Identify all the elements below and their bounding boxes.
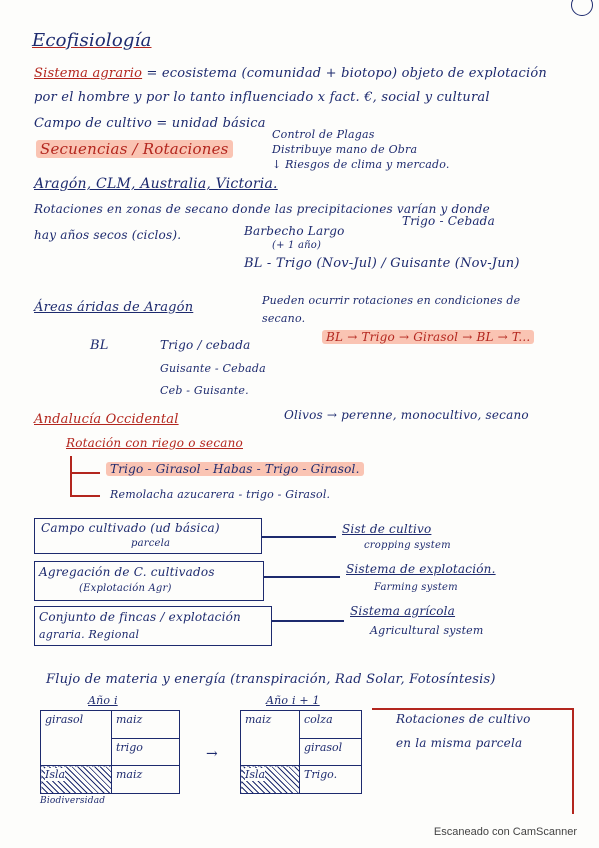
aragon-row-2: Guisante - Cebada xyxy=(160,362,266,375)
sistema-agrario-term: Sistema agrario xyxy=(34,66,143,81)
flujo-line: Flujo de materia y energía (transpiración, Rad Solar, Fotosíntesis) xyxy=(46,672,496,687)
trigo-cebada: Trigo - Cebada xyxy=(402,214,495,228)
rotation-note-1: Rotaciones de cultivo xyxy=(396,712,531,726)
note-bracket-side xyxy=(572,708,574,814)
hierarchy-en-2: Farming system xyxy=(374,582,458,593)
year-i1-isla-text: Isla xyxy=(245,768,266,782)
secuencias-heading: Secuencias / Rotaciones xyxy=(36,140,233,158)
hierarchy-box-2-label: Agregación de C. cultivados xyxy=(39,565,215,579)
year-i-isla xyxy=(41,766,112,794)
biodiversidad-label: Biodiversidad xyxy=(40,796,106,806)
hierarchy-en-3: Agricultural system xyxy=(370,624,484,637)
year-i-trigo: trigo xyxy=(112,738,180,766)
factor-3: ↓ Riesgos de clima y mercado. xyxy=(272,158,450,171)
year-i-grid xyxy=(40,710,180,794)
barbecho-sub: (+ 1 año) xyxy=(272,240,322,251)
year-i1-girasol: girasol xyxy=(300,738,362,766)
bracket-vertical xyxy=(70,456,72,496)
hierarchy-es-1: Sist de cultivo xyxy=(342,522,432,536)
definition-line-1 xyxy=(34,66,547,81)
year-i-isla-text: Isla xyxy=(45,768,66,782)
sequence-1: Trigo - Girasol - Habas - Trigo - Girasol. xyxy=(106,462,364,476)
hierarchy-link-3 xyxy=(272,620,344,622)
hierarchy-link-2 xyxy=(264,576,340,578)
definition-line-2: por el hombre y por lo tanto influenciado x fact. €, social y cultural xyxy=(34,90,490,105)
sistema-agrario-definition: = ecosistema (comunidad + biotopo) objeto de explotación xyxy=(146,66,547,81)
hierarchy-box-2 xyxy=(34,561,264,601)
rotacion-riego: Rotación con riego o secano xyxy=(66,436,243,450)
factor-1: Control de Plagas xyxy=(272,128,375,141)
aragon-heading xyxy=(34,300,193,315)
hierarchy-es-3: Sistema agrícola xyxy=(350,604,456,618)
hierarchy-box-2-sub: (Explotación Agr) xyxy=(79,583,172,594)
hierarchy-box-1-label: Campo cultivado (ud básica) xyxy=(41,521,220,535)
year-i1-isla xyxy=(241,766,300,794)
bracket-bottom xyxy=(70,495,100,497)
hierarchy-box-1 xyxy=(34,518,262,554)
aragon-bl: BL xyxy=(90,338,109,353)
rotation-note-2: en la misma parcela xyxy=(396,736,523,750)
page-number-circle xyxy=(571,0,593,16)
year-i1-trigo: Trigo. xyxy=(300,766,362,794)
hierarchy-en-1: cropping system xyxy=(364,540,451,551)
olivos-line: Olivos → perenne, monocultivo, secano xyxy=(284,408,529,422)
year-i-girasol: girasol xyxy=(41,711,112,766)
bl-line: BL - Trigo (Nov-Jul) / Guisante (Nov-Jun) xyxy=(244,256,520,271)
definition-line-3: Campo de cultivo = unidad básica xyxy=(34,116,266,131)
regions-line: Aragón, CLM, Australia, Victoria. xyxy=(34,176,278,192)
factor-2: Distribuye mano de Obra xyxy=(272,143,418,156)
year-i1-grid xyxy=(240,710,362,794)
bracket-top xyxy=(70,472,100,474)
sequence-2: Remolacha azucarera - trigo - Girasol. xyxy=(110,488,331,501)
rotation-line-2: hay años secos (ciclos). xyxy=(34,228,182,242)
hierarchy-es-2: Sistema de explotación. xyxy=(346,562,496,576)
page-title: Ecofisiología xyxy=(32,30,152,51)
aragon-note-1: Pueden ocurrir rotaciones en condiciones de xyxy=(262,294,521,307)
aragon-sequence: BL → Trigo → Girasol → BL → T... xyxy=(322,330,534,344)
hierarchy-link-1 xyxy=(262,536,336,538)
hierarchy-box-1-sub: parcela xyxy=(131,538,171,549)
year-i1-colza: colza xyxy=(300,711,362,739)
aragon-heading-text: Áreas áridas de Aragón xyxy=(34,300,194,315)
year-i1-label: Año i + 1 xyxy=(266,694,320,707)
year-i1-maiz: maiz xyxy=(241,711,300,766)
barbecho-label: Barbecho Largo xyxy=(244,224,345,238)
year-i-maiz-bottom: maiz xyxy=(112,766,180,794)
rotation-line-1: Rotaciones en zonas de secano donde las precipitaciones varían y donde xyxy=(34,202,490,216)
year-i-label: Año i xyxy=(88,694,118,707)
aragon-row-3: Ceb - Guisante. xyxy=(160,384,249,397)
year-i-maiz-top: maiz xyxy=(112,711,180,739)
scanner-footer: Escaneado con CamScanner xyxy=(433,826,577,838)
aragon-row-1: Trigo / cebada xyxy=(160,338,251,352)
hierarchy-box-3-sub: agraria. Regional xyxy=(39,628,140,641)
rotation-arrow: → xyxy=(206,746,218,762)
hierarchy-box-3 xyxy=(34,606,272,646)
andalucia-heading: Andalucía Occidental xyxy=(34,412,179,427)
note-bracket-top xyxy=(372,708,574,710)
hierarchy-box-3-label: Conjunto de fincas / explotación xyxy=(39,610,241,624)
aragon-note-2: secano. xyxy=(262,312,306,325)
